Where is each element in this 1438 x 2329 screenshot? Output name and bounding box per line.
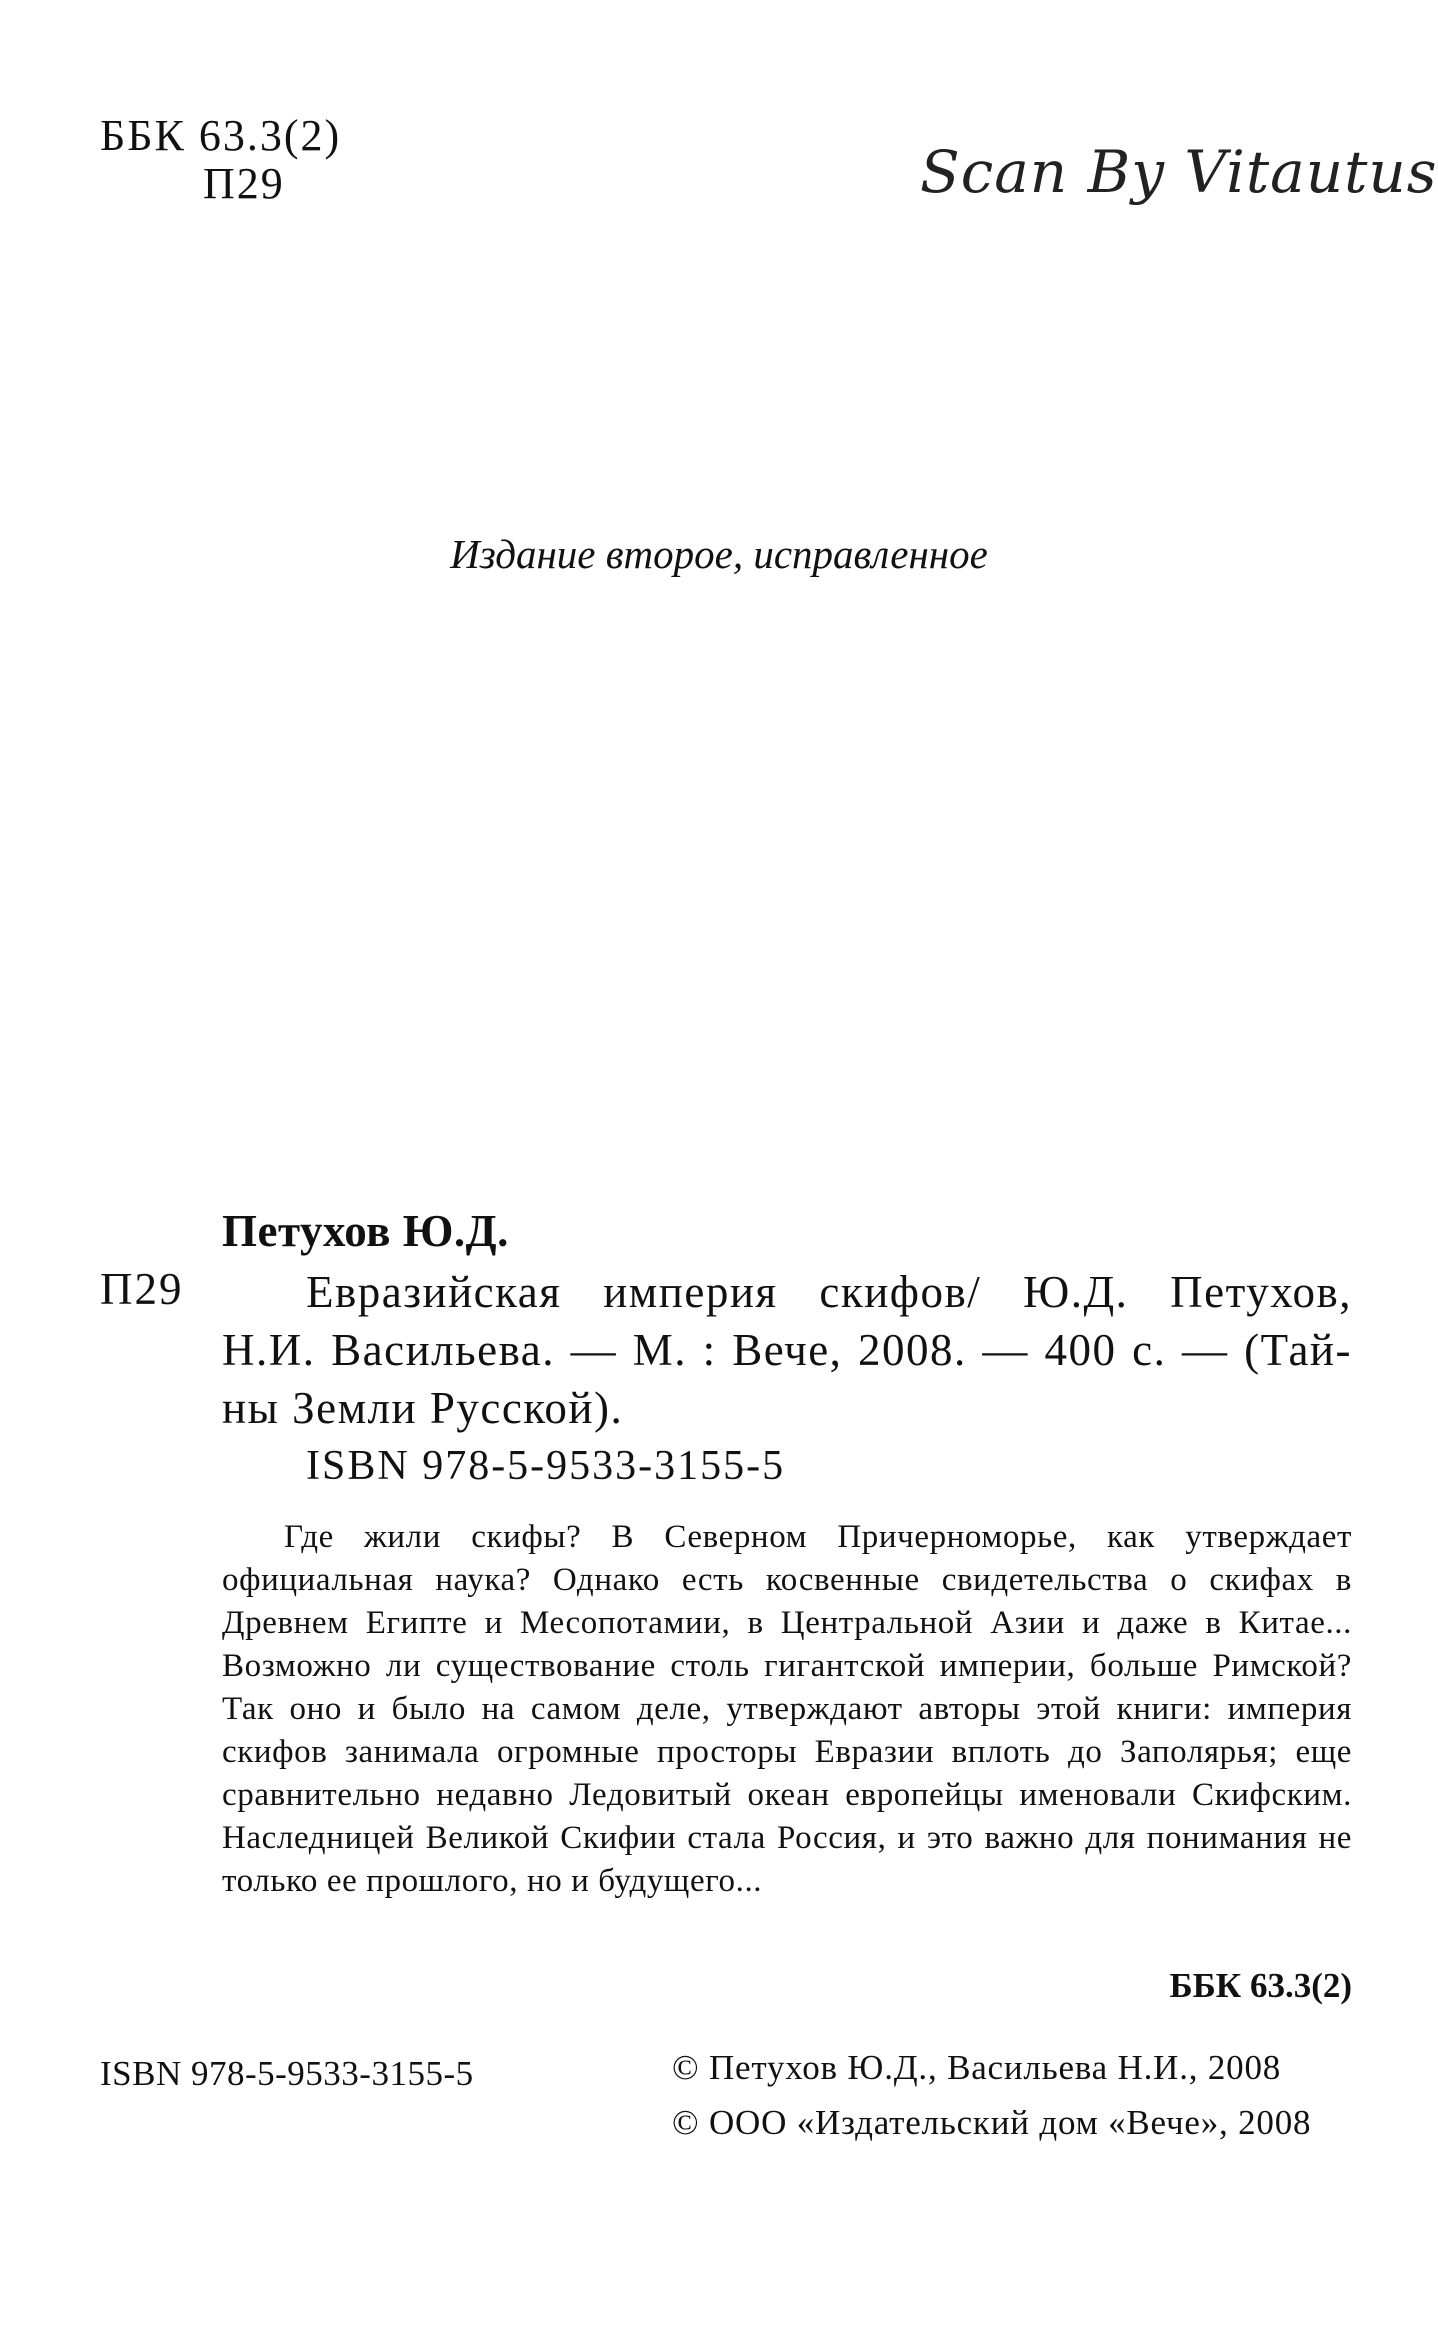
catalog-author: Петухов Ю.Д.	[222, 1206, 509, 1256]
biblio-line: Евразийская империя скифов/ Ю.Д. Петухов,	[306, 1267, 1352, 1317]
biblio-line: ны Земли Русской).	[222, 1383, 624, 1433]
scan-credit: Scan By Vitautus	[920, 138, 1438, 206]
catalog-bbk: ББК 63.3(2)	[1169, 1966, 1352, 2005]
copyright-block	[672, 2040, 1311, 2150]
copyright-authors: © Петухов Ю.Д., Васильева Н.И., 2008	[672, 2048, 1282, 2087]
bibliographic-description	[222, 1263, 1352, 1437]
copyright-publisher: © ООО «Издательский дом «Вече», 2008	[672, 2103, 1312, 2142]
footer-isbn: ISBN 978-5-9533-3155-5	[100, 2054, 474, 2093]
edition-note: Издание второе, исправленное	[450, 531, 988, 577]
catalog-isbn: ISBN 978-5-9533-3155-5	[306, 1443, 786, 1489]
author-mark: П29	[203, 159, 285, 208]
biblio-line: Н.И. Васильева. — М. : Вече, 2008. — 400 с. — (Тай-	[222, 1325, 1352, 1375]
catalog-author-mark: П29	[100, 1264, 184, 1314]
bbk-code: ББК 63.3(2)	[100, 111, 342, 160]
abstract-paragraph: Где жили скифы? В Северном Причерноморье, как утверждает официальная наука? Однако есть косвенные свидетельства о скифах в Древнем Египте и Месопотамии, в Центральной Азии и даже в Китае... Возможно ли существование столь гигантской империи, больше Римской? Так оно и было на самом деле, утверждают авторы этой книги: империя скифов занимала огромные просторы Евразии вплоть до Заполярья; еще сравнительно недавно Ледовитый океан европейцы именовали Скифским. Наследницей Великой Скифии стала Россия, и это важно для понимания не только ее прошлого, но и будущего...	[222, 1519, 1352, 1899]
